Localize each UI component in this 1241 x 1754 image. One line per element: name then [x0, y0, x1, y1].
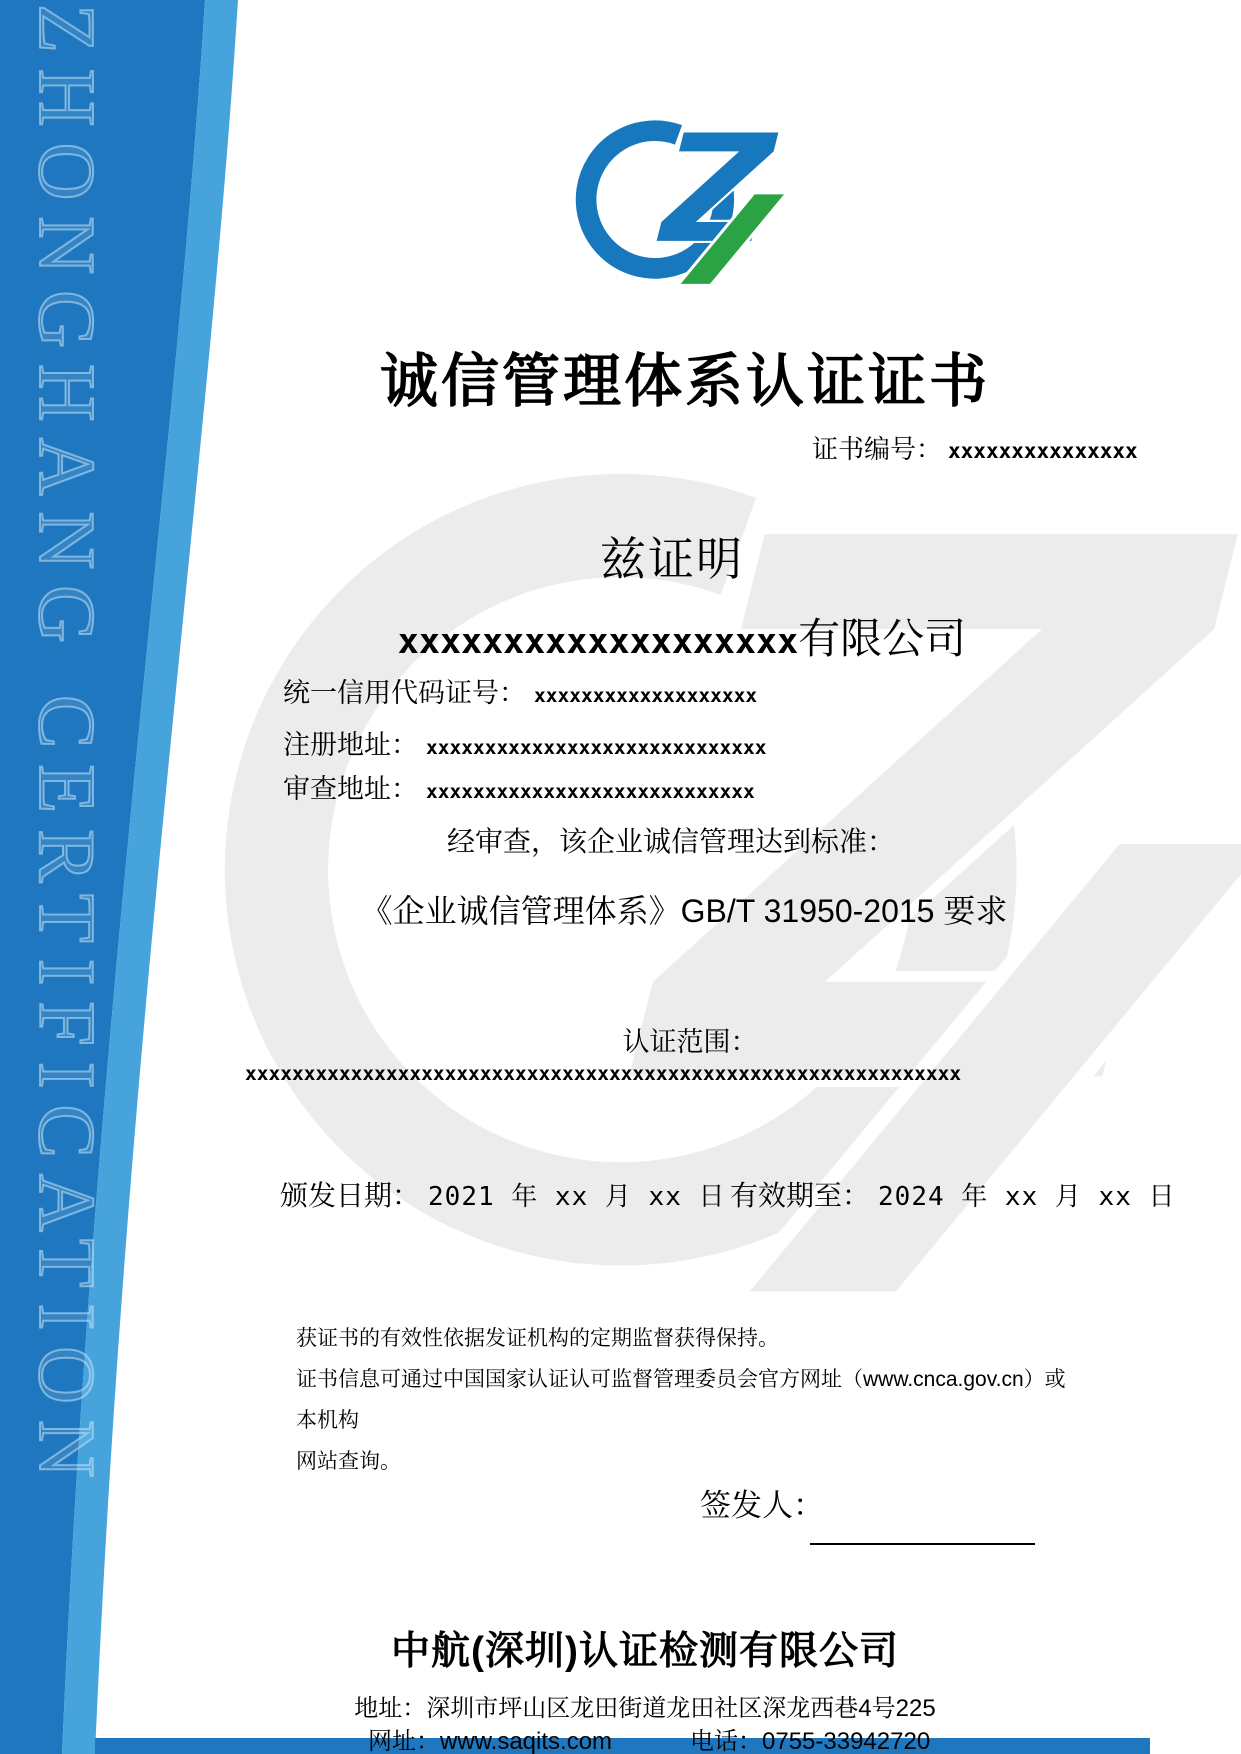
- field-credit-code: [283, 671, 757, 710]
- field-registered-address: [283, 723, 766, 762]
- field-registered-address-label: 注册地址：: [283, 730, 418, 760]
- issue-date-label: 颁发日期：: [280, 1180, 421, 1211]
- issue-date: [280, 1174, 726, 1214]
- org-website: 网址：www.saqits.com: [368, 1728, 613, 1754]
- signer-label: 签发人：: [700, 1488, 824, 1523]
- side-vertical-text: ZHONGHANG CERTIFICATION: [22, 4, 110, 1494]
- field-credit-code-value: xxxxxxxxxxxxxxxxxxx: [534, 684, 758, 707]
- valid-until-label: 有效期至：: [730, 1180, 871, 1211]
- hereby-statement: 兹证明: [600, 533, 744, 585]
- valid-until-value: 2024 年 xx 月 xx 日: [878, 1182, 1176, 1212]
- issue-date-value: 2021 年 xx 月 xx 日: [428, 1182, 726, 1212]
- field-credit-code-label: 统一信用代码证号：: [283, 678, 526, 708]
- company-name-suffix: 有限公司: [798, 615, 967, 662]
- field-audit-address-value: xxxxxxxxxxxxxxxxxxxxxxxxxxxx: [426, 780, 755, 803]
- valid-until: [730, 1174, 1176, 1214]
- validity-notes: [296, 1318, 1076, 1482]
- signer-signature-line: [810, 1543, 1035, 1545]
- field-registered-address-value: xxxxxxxxxxxxxxxxxxxxxxxxxxxxx: [426, 736, 767, 759]
- bottom-bar: [95, 1738, 1150, 1754]
- scope-label: 认证范围：: [622, 1027, 758, 1057]
- certified-company: [398, 606, 966, 666]
- note-line-1: 获证书的有效性依据发证机构的定期监督获得保持。: [296, 1327, 779, 1350]
- org-address: 地址：深圳市坪山区龙田街道龙田社区深龙西巷4号225: [354, 1695, 936, 1722]
- org-name: 中航(深圳)认证检测有限公司: [391, 1630, 899, 1673]
- company-name-placeholder: xxxxxxxxxxxxxxxxxxx: [397, 622, 799, 662]
- field-audit-address: [283, 767, 755, 806]
- company-logo: [562, 103, 790, 297]
- certificate-number-label: 证书编号：: [812, 435, 943, 464]
- certificate-title: 诚信管理体系认证证书: [379, 349, 991, 414]
- field-audit-address-label: 审查地址：: [283, 774, 418, 804]
- certificate-number: [812, 429, 1138, 466]
- note-line-3: 网站查询。: [296, 1450, 401, 1473]
- standard-line: 《企业诚信管理体系》GB/T 31950-2015 要求: [360, 893, 1008, 929]
- audit-statement: 经审查，该企业诚信管理达到标准：: [446, 826, 896, 857]
- org-phone: 电话：0755-33942720: [690, 1728, 931, 1754]
- note-line-2: 证书信息可通过中国国家认证认可监督管理委员会官方网址（www.cnca.gov.cn）或本机构: [296, 1368, 1066, 1432]
- scope-value: xxxxxxxxxxxxxxxxxxxxxxxxxxxxxxxxxxxxxxxxxxxxxxxxxxxxxxxxxxxxx: [245, 1062, 962, 1085]
- certificate-number-value: xxxxxxxxxxxxxxx: [948, 439, 1138, 463]
